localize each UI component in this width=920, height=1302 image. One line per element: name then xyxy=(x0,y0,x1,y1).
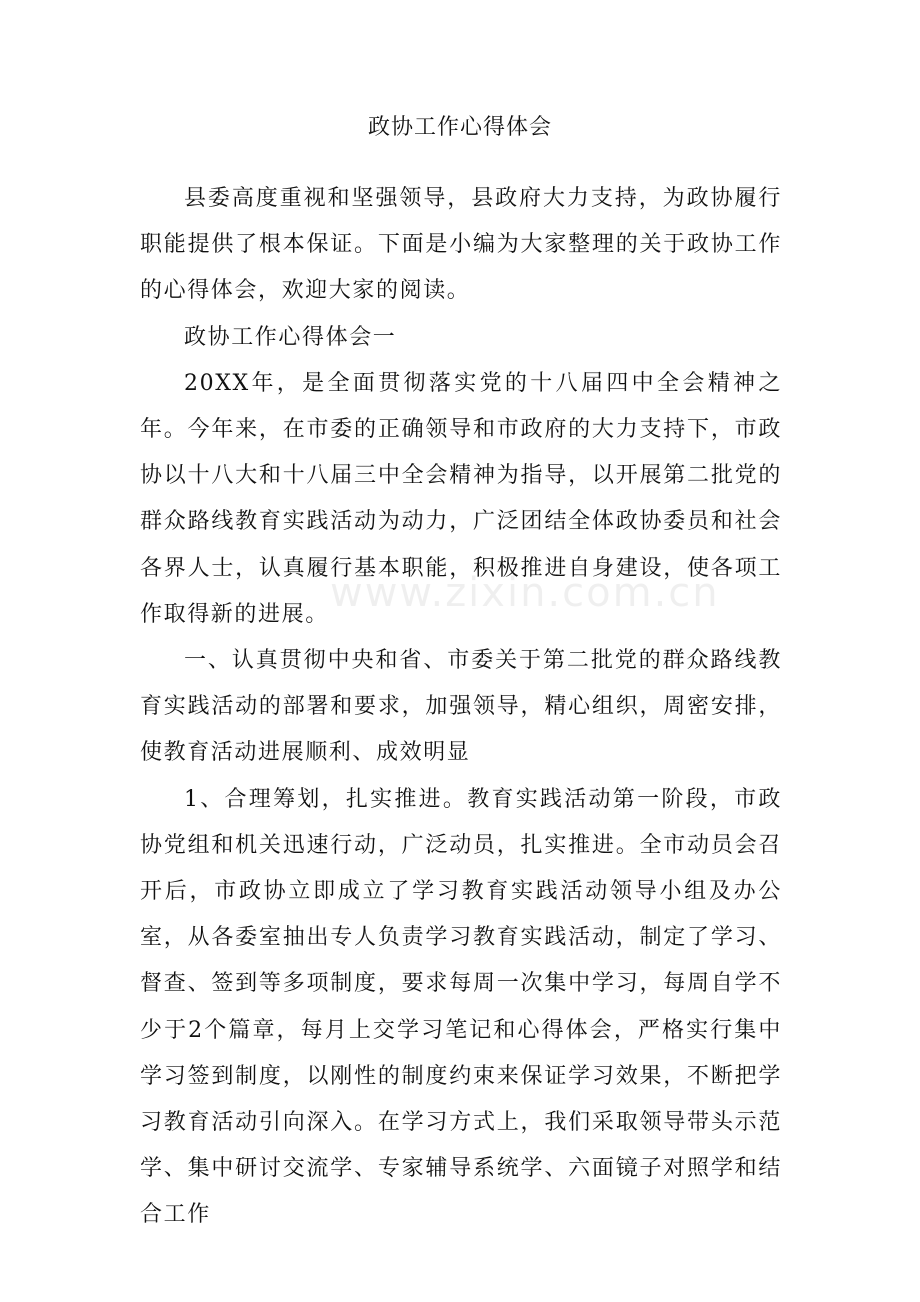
paragraph-section-heading: 政协工作心得体会一 xyxy=(184,324,397,350)
paragraph-overview: 20XX年，是全面贯彻落实党的十八届四中全会精神之年。今年来，在市委的正确领导和市政府的大力支持下，市政协以十八大和十八届三中全会精神为指导，以开展第二批党的群众路线教育实践活动为动力，广泛团结全体政协委员和社会各界人士，认真履行基本职能，积极推进自身建设，使各项工作取得新的进展。 xyxy=(140,370,782,627)
document-body xyxy=(140,176,782,1239)
watermark-text: www.zixin.com.cn xyxy=(330,570,720,616)
paragraph-point-one: 一、认真贯彻中央和省、市委关于第二批党的群众路线教育实践活动的部署和要求，加强领导，精心组织，周密安排，使教育活动进展顺利、成效明显 xyxy=(140,648,782,766)
paragraph-intro: 县委高度重视和坚强领导，县政府大力支持，为政协履行职能提供了根本保证。下面是小编为大家整理的关于政协工作的心得体会，欢迎大家的阅读。 xyxy=(140,186,782,304)
document-title: 政协工作心得体会 xyxy=(367,115,552,140)
paragraph-item-one: 1、合理筹划，扎实推进。教育实践活动第一阶段，市政协党组和机关迅速行动，广泛动员，扎实推进。全市动员会召开后，市政协立即成立了学习教育实践活动领导小组及办公室，从各委室抽出专人负责学习教育实践活动，制定了学习、督查、签到等多项制度，要求每周一次集中学习，每周自学不少于2个篇章，每月上交学习笔记和心得体会，严格实行集中学习签到制度，以刚性的制度约束来保证学习效果，不断把学习教育活动引向深入。在学习方式上，我们采取领导带头示范学、集中研讨交流学、专家辅导系统学、六面镜子对照学和结合工作 xyxy=(140,786,782,1228)
